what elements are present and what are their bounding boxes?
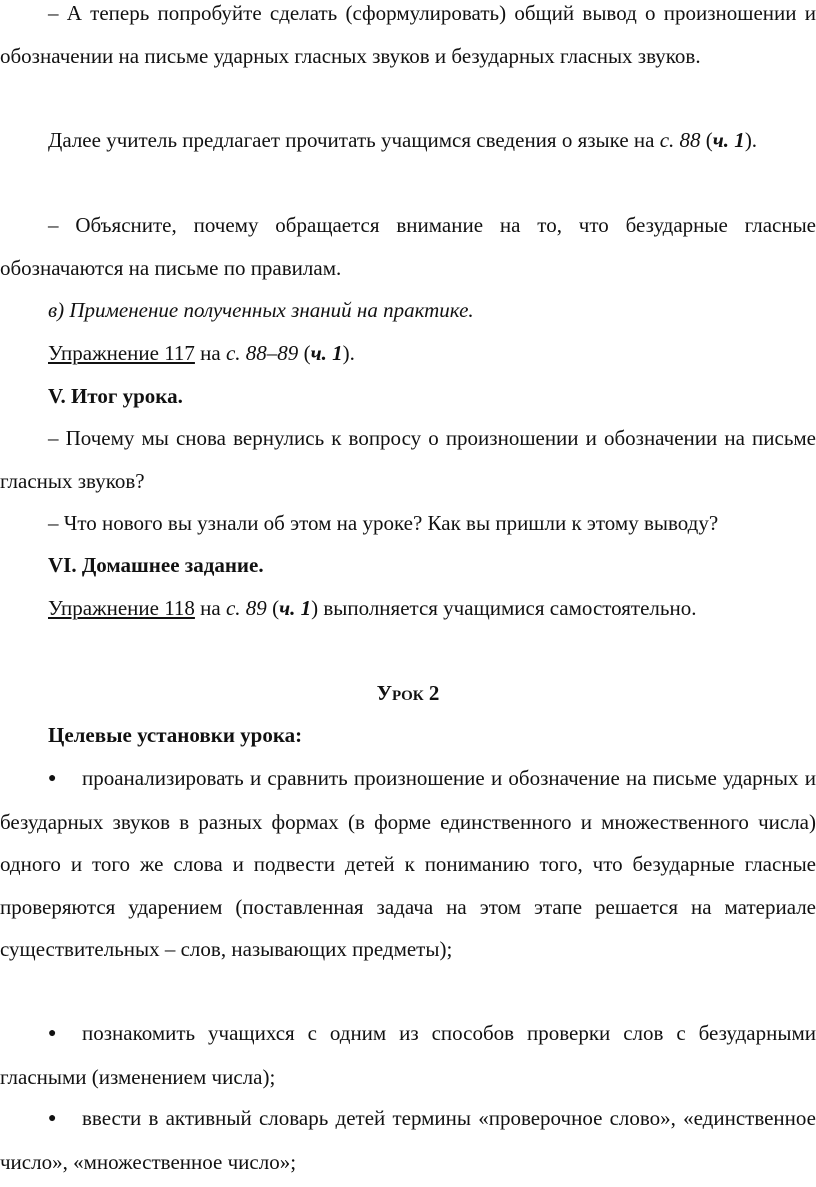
text-run: (: [700, 128, 713, 152]
part-reference: ч. 1: [279, 596, 312, 620]
part-reference: ч. 1: [310, 341, 343, 365]
section-homework: VI. Домашнее задание.: [48, 553, 264, 577]
paragraph-conclusion: – А теперь попробуйте сделать (сформулировать) общий вывод о произношении и обозначении на письме ударных гласных звуков и безударных гласных звуков.: [0, 1, 816, 68]
exercise-link: Упражнение 118: [48, 596, 195, 620]
bullet-icon: ●: [48, 1026, 57, 1041]
text-run: ).: [342, 341, 355, 365]
page-reference: с. 88: [659, 128, 701, 152]
goal-item-text: проанализировать и сравнить произношение и обозначение на письме ударных и безударных звуков в разных формах (в форме единственного и множественного числа) одного и того же слова и подвести детей к пониманию того, что безударные гласные проверяются ударением (поставленная задача на этом этапе решается на материале существительных – слов, называющих предметы);: [0, 766, 816, 961]
paragraph-exercise-118: [0, 587, 816, 630]
page-reference: с. 88–89: [225, 341, 299, 365]
paragraph-what-new-question: – Что нового вы узнали об этом на уроке? Как вы пришли к этому выводу?: [48, 511, 719, 535]
text-run: на: [194, 341, 226, 365]
paragraph-explain-question: – Объясните, почему обращается внимание на то, что безударные гласные обозначаются на письме по правилам.: [0, 213, 816, 280]
text-run: (: [298, 341, 311, 365]
goal-item-2: [0, 1012, 816, 1098]
text-run: ).: [744, 128, 758, 152]
section-lesson-summary: V. Итог урока.: [48, 384, 183, 408]
text-run: на: [194, 596, 226, 620]
lesson-title-text: Урок 2: [376, 681, 440, 705]
goal-item-3: [0, 1097, 816, 1183]
part-reference: ч. 1: [712, 128, 745, 152]
goal-item-text: познакомить учащихся с одним из способов проверки слов с безударными гласными (изменением числа);: [0, 1021, 816, 1089]
text-run: Далее учитель предлагает прочитать учащимся сведения о языке на: [48, 128, 660, 152]
goal-item-1: [0, 757, 816, 971]
lesson-title: [0, 672, 816, 715]
section-application: в) Применение полученных знаний на практике.: [48, 298, 474, 322]
goal-item-text: ввести в активный словарь детей термины «проверочное слово», «единственное число», «множественное число»;: [0, 1106, 816, 1174]
paragraph-teacher-reading: [0, 119, 816, 162]
bullet-icon: ●: [48, 771, 57, 786]
text-run: ) выполняется учащимися самостоятельно.: [311, 596, 697, 620]
bullet-icon: ●: [48, 1111, 57, 1126]
page-reference: с. 89: [225, 596, 267, 620]
exercise-link: Упражнение 117: [48, 341, 195, 365]
paragraph-exercise-117: [0, 332, 816, 375]
goals-heading: Целевые установки урока:: [48, 723, 303, 747]
text-run: (: [266, 596, 280, 620]
paragraph-why-question: – Почему мы снова вернулись к вопросу о произношении и обозначении на письме гласных звуков?: [0, 426, 816, 493]
